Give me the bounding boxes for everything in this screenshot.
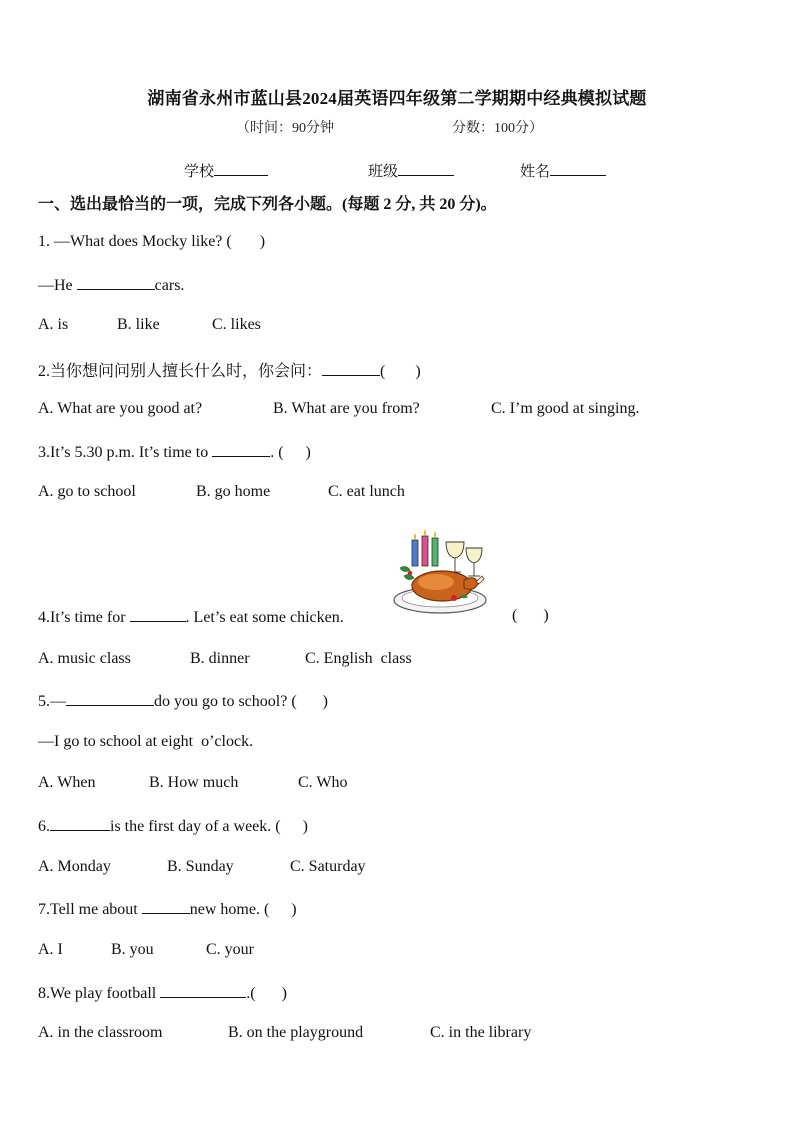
option-a[interactable]: A. Monday	[38, 858, 111, 875]
option-b[interactable]: B. you	[111, 941, 154, 958]
question-1-stem: 1. —What does Mocky like? ( )	[38, 233, 266, 250]
name-blank[interactable]	[550, 161, 606, 176]
option-a[interactable]: A. When	[38, 774, 96, 791]
option-c[interactable]: C. eat lunch	[328, 483, 405, 500]
question-7-stem: 7.Tell me about new home. ( )	[38, 901, 297, 918]
option-b[interactable]: B. How much	[149, 774, 239, 791]
school-blank[interactable]	[214, 161, 268, 176]
option-c[interactable]: C. in the library	[430, 1024, 532, 1041]
option-c[interactable]: C. I’m good at singing.	[491, 400, 640, 417]
question-3-stem: 3.It’s 5.30 p.m. It’s time to . ( )	[38, 444, 311, 461]
question-5-options	[38, 774, 347, 792]
question-5-answer: —I go to school at eight o’clock.	[38, 733, 254, 750]
section-heading: 一、选出最恰当的一项，完成下列各小题。(每题 2 分, 共 20 分)。	[38, 196, 497, 213]
fill-blank[interactable]	[130, 607, 186, 622]
school-label: 学校	[184, 164, 215, 180]
question-4-options	[38, 650, 412, 668]
question-6-stem: 6. is the first day of a week. ( )	[38, 818, 308, 835]
question-7-options	[38, 941, 254, 959]
option-b[interactable]: B. Sunday	[167, 858, 234, 875]
option-a[interactable]: A. in the classroom	[38, 1024, 163, 1041]
roast-chicken-dinner-icon	[390, 528, 498, 616]
fill-blank[interactable]	[142, 899, 190, 914]
question-6-options	[38, 858, 366, 876]
fill-blank[interactable]	[212, 442, 270, 457]
question-1-options	[38, 316, 261, 334]
question-4-stem: 4.It’s time for . Let’s eat some chicken.	[38, 609, 344, 626]
option-a[interactable]: A. What are you good at?	[38, 400, 203, 417]
question-8-stem: 8.We play football .( )	[38, 985, 287, 1002]
option-b[interactable]: B. dinner	[190, 650, 250, 667]
question-1-answer: —He cars.	[38, 277, 185, 294]
page-title: 湖南省永州市蓝山县2024届英语四年级第二学期期中经典模拟试题	[147, 89, 647, 108]
option-c[interactable]: C. Who	[298, 774, 348, 791]
option-a[interactable]: A. music class	[38, 650, 131, 667]
class-field[interactable]	[368, 160, 454, 181]
question-5-stem: 5.— do you go to school? ( )	[38, 693, 328, 710]
option-b[interactable]: B. on the playground	[228, 1024, 364, 1041]
option-b[interactable]: B. What are you from?	[273, 400, 420, 417]
fill-blank[interactable]	[66, 691, 154, 706]
option-c[interactable]: C. Saturday	[290, 858, 366, 875]
option-b[interactable]: B. go home	[196, 483, 271, 500]
question-8-options	[38, 1024, 531, 1042]
option-c[interactable]: C. English class	[305, 650, 412, 667]
option-b[interactable]: B. like	[117, 316, 160, 333]
name-label: 姓名	[520, 164, 551, 180]
option-a[interactable]: A. I	[38, 941, 63, 958]
option-c[interactable]: C. your	[206, 941, 254, 958]
fill-blank[interactable]	[322, 361, 380, 376]
question-2-options	[38, 400, 639, 418]
question-2-stem: 2.当你想问问别人擅长什么时，你会问： ( )	[38, 363, 421, 380]
question-3-options	[38, 483, 405, 501]
fill-blank[interactable]	[77, 275, 155, 290]
question-4-paren: ( )	[512, 607, 549, 624]
option-c[interactable]: C. likes	[212, 316, 261, 333]
name-field[interactable]	[520, 160, 606, 181]
fill-blank[interactable]	[160, 983, 246, 998]
class-blank[interactable]	[398, 161, 454, 176]
class-label: 班级	[368, 164, 399, 180]
exam-time: （时间：90分钟	[236, 121, 334, 136]
school-field[interactable]	[184, 160, 268, 181]
exam-score: 分数：100分）	[452, 121, 543, 136]
fill-blank[interactable]	[50, 816, 110, 831]
option-a[interactable]: A. is	[38, 316, 69, 333]
option-a[interactable]: A. go to school	[38, 483, 136, 500]
